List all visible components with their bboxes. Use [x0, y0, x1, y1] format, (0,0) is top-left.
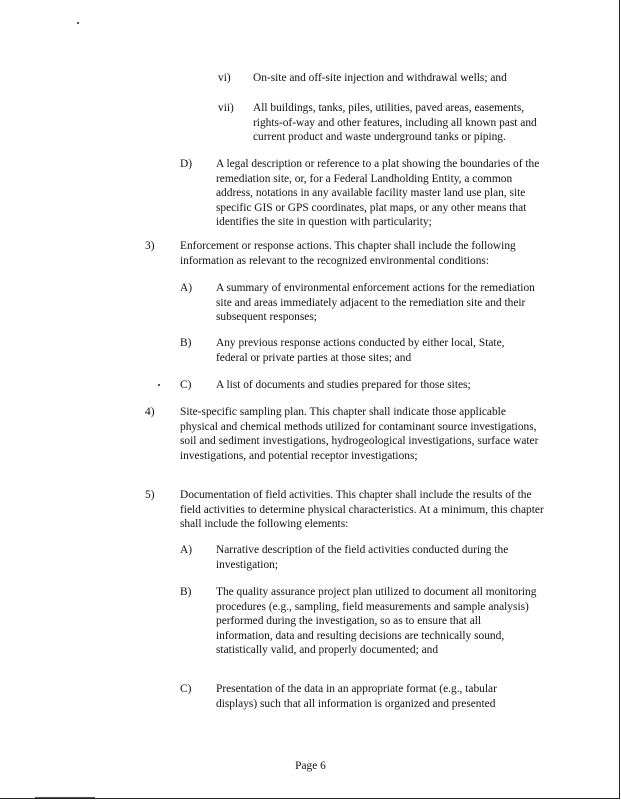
section-label-3: 3): [145, 240, 155, 252]
item-label-vi: vi): [218, 72, 231, 84]
item-label-5B: B): [180, 586, 192, 598]
item-text-3B: Any previous response actions conducted by either local, State, federal or private parties at those sites; and: [216, 337, 505, 364]
section-text-5: Documentation of field activities. This chapter shall include the results of the field activities to determine physical characteristics. At a minimum, this chapter shall include the following elements:: [180, 489, 544, 530]
item-text-5B: The quality assurance project plan utilized to document all monitoring procedures (e.g., sampling, field measurements and sample analysis) performed during the investigation, so as to ensure that all information, data and resulting decisions are technically sound, statistically valid, and properly documented; and: [216, 586, 537, 656]
item-text-vii: All buildings, tanks, piles, utilities, paved areas, easements, rights-of-way and other features, including all known past and current product and waste underground tanks or piping.: [253, 102, 537, 143]
item-label-vii: vii): [218, 102, 234, 114]
section-label-5: 5): [145, 489, 155, 501]
item-text-vi: On-site and off-site injection and withdrawal wells; and: [253, 72, 507, 84]
item-text-5C: Presentation of the data in an appropriate format (e.g., tabular displays) such that all information is organized and presented: [216, 683, 497, 710]
item-label-D: D): [180, 158, 193, 170]
item-text-3A: A summary of environmental enforcement actions for the remediation site and areas immediately adjacent to the remediation site and their subsequent responses;: [216, 282, 535, 323]
section-label-4: 4): [145, 406, 155, 418]
item-label-3C: C): [180, 379, 192, 391]
item-label-3A: A): [180, 282, 193, 294]
item-text-5A: Narrative description of the field activities conducted during the investigation;: [216, 544, 509, 571]
scan-speck: [158, 384, 160, 386]
page-number: Page 6: [295, 760, 326, 772]
item-text-3C: A list of documents and studies prepared for those sites;: [216, 379, 471, 391]
section-text-4: Site-specific sampling plan. This chapter shall indicate those applicable physical and chemical methods utilized for contaminant source investigations, soil and sediment investigations, hydrogeological investigations, surface water investigations, and potential receptor investigations;: [180, 406, 539, 462]
section-text-3: Enforcement or response actions. This chapter shall include the following information as relevant to the recognized environmental conditions:: [180, 240, 516, 267]
bottom-rule: [35, 797, 95, 798]
item-label-5A: A): [180, 544, 193, 556]
item-text-D: A legal description or reference to a plat showing the boundaries of the remediation site, or, for a Federal Landholding Entity, a common address, notations in any available facility master land use plan, site specific GIS or GPS coordinates, plat maps, or any other means that identifies the site in question with particularity;: [216, 158, 540, 228]
scan-speck: [77, 22, 79, 24]
item-label-5C: C): [180, 683, 192, 695]
item-label-3B: B): [180, 337, 192, 349]
